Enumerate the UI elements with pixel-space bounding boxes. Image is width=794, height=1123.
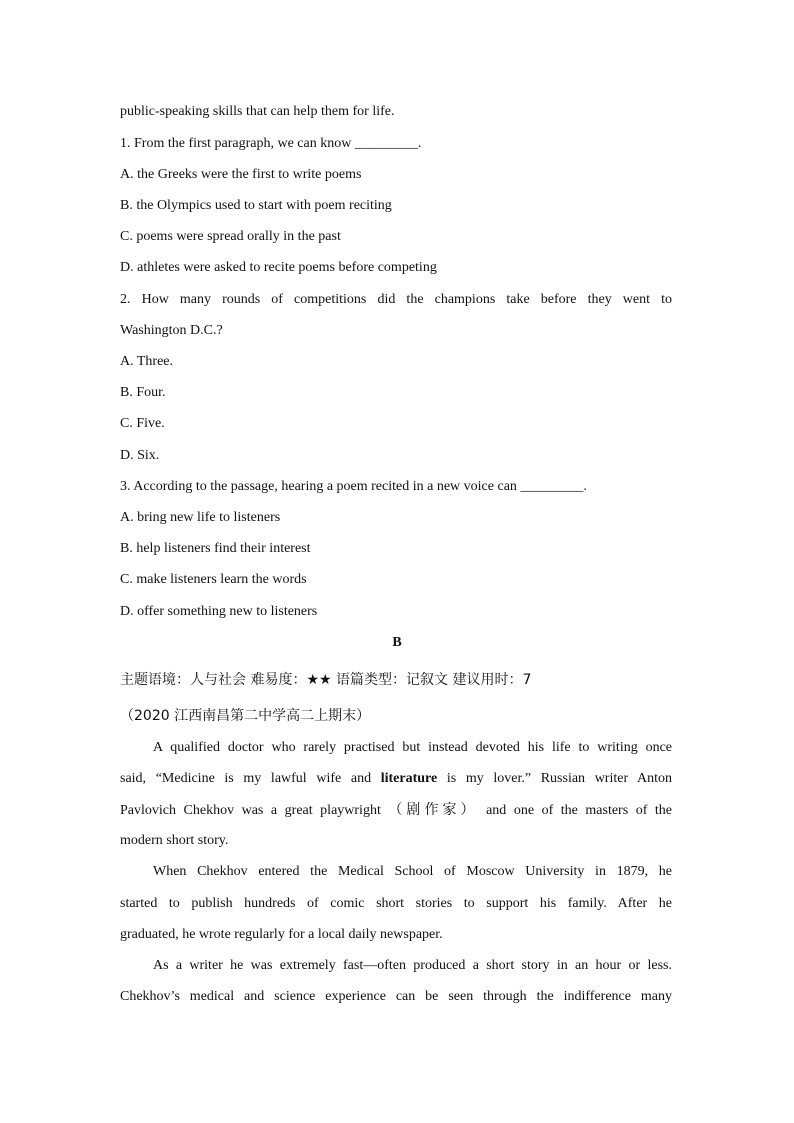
paragraph-2-line-1: When Chekhov entered the Medical School of Moscow University in 1879, he <box>153 864 672 879</box>
paragraph-3-line-1: As a writer he was extremely fast—often produced a short story in an hour or less. <box>153 958 672 973</box>
paragraph-1-line-2-end: is my lover.” Russian writer Anton <box>437 771 672 786</box>
paragraph-2-line-2: started to publish hundreds of comic short stories to support his family. After he <box>120 896 672 911</box>
question-3-option-b: B. help listeners find their interest <box>120 541 311 556</box>
question-1-option-c: C. poems were spread orally in the past <box>120 229 341 244</box>
paragraph-1-line-1: A qualified doctor who rarely practised but instead devoted his life to writing once <box>153 740 672 755</box>
question-3-option-a: A. bring new life to listeners <box>120 510 281 525</box>
question-2-option-a: A. Three. <box>120 354 173 369</box>
paragraph-1-line-3-end: and one of the masters of the <box>478 803 673 818</box>
question-2-option-b: B. Four. <box>120 385 166 400</box>
question-2-option-d: D. Six. <box>120 448 160 463</box>
question-1-option-b: B. the Olympics used to start with poem reciting <box>120 198 392 213</box>
section-b-meta: 主题语境：人与社会 难易度：★★ 语篇类型：记叙文 建议用时：7 <box>120 672 532 688</box>
section-b-source: （2020 江西南昌第二中学高二上期末） <box>120 708 371 724</box>
question-2-option-c: C. Five. <box>120 416 165 431</box>
gloss-playwright: （剧作家） <box>388 802 479 818</box>
question-3-option-d: D. offer something new to listeners <box>120 604 318 619</box>
paragraph-1-line-4: modern short story. <box>120 833 229 848</box>
bold-word-literature: literature <box>380 771 438 786</box>
paragraph-1-line-2 <box>120 770 672 788</box>
section-b-heading: B <box>392 635 402 650</box>
question-1-option-a: A. the Greeks were the first to write poems <box>120 167 362 182</box>
question-1-stem: 1. From the first paragraph, we can know _________. <box>120 136 422 151</box>
question-2-stem-line1: 2. How many rounds of competitions did the champions take before they went to <box>120 292 672 307</box>
paragraph-2-line-3: graduated, he wrote regularly for a local daily newspaper. <box>120 927 443 942</box>
passage-a-tail: public-speaking skills that can help them for life. <box>120 104 395 119</box>
question-1-option-d: D. athletes were asked to recite poems before competing <box>120 260 437 275</box>
paragraph-1-line-3 <box>120 801 672 820</box>
paragraph-1-line-2-start: said, “Medicine is my lawful wife and <box>120 771 381 786</box>
paragraph-1-line-3-start: Pavlovich Chekhov was a great playwright <box>120 803 389 818</box>
question-2-stem-line2: Washington D.C.? <box>120 323 223 338</box>
question-3-option-c: C. make listeners learn the words <box>120 572 307 587</box>
question-3-stem: 3. According to the passage, hearing a poem recited in a new voice can _________. <box>120 479 587 494</box>
paragraph-3-line-2: Chekhov’s medical and science experience can be seen through the indifference many <box>120 989 672 1004</box>
